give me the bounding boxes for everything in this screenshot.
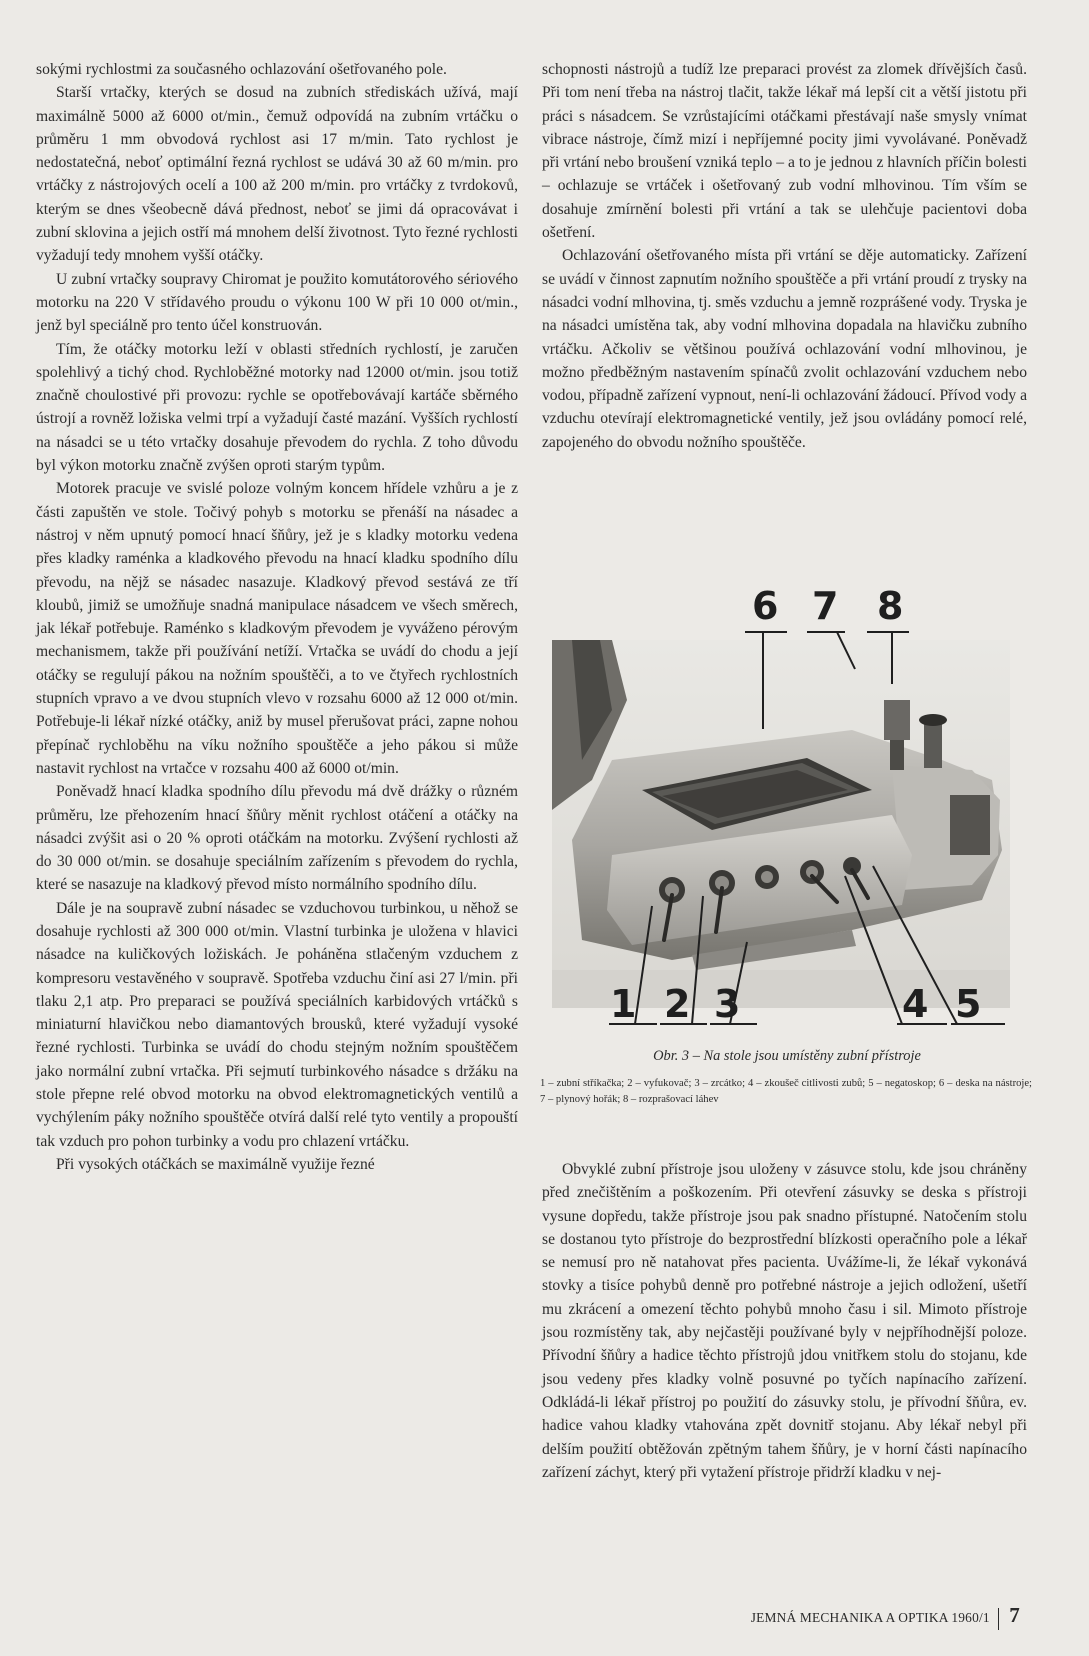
paragraph: Poněvadž hnací kladka spodního dílu převodu má dvě drážky o různém průměru, lze přehozením hnací šňůry měnit rychlost otáčení a otáčky na násadci zvýšit asi o 20 % oproti otáčkám na motorku. Zvýšení rychlosti až do 30 000 ot/min. se dosahuje speciálním zařízením s převodem do rychla, které se nasazuje na kladkový převod místo normálního spodního dílu. [36, 783, 518, 894]
paragraph: Obvyklé zubní přístroje jsou uloženy v zásuvce stolu, kde jsou chráněny před znečištěním a poškozením. Při otevření zásuvky se deska s přístroji vysune dopředu, takže přístroje jsou pak snadno přístupné. Natočením stolu se dostanou tyto přístroje do bezprostřední blízkosti operačního pole a lékař se nemusí pro ně natahovat přes pacienta. Uvážíme-li, že lékař vykonává stovky a tisíce pohybů denně pro potřebné nástroje a jejich odložení, ušetří mu zkrácení a omezení těchto pohybů mnoho času i sil. Mimoto přístroje jsou rozmístěny tak, aby nejčastěji používané byly v nejpříhodnější poloze. Přívodní šňůry a hadice těchto přístrojů jdou vnitřkem stolu do stojanu, kde jsou vedeny přes kladky volně posuvné po tyčích napínacího zařízení. Odkládá-li lékař přístroj po použití do zásuvky stolu, je přívodní šňůra, ev. hadice vahou kladky vtahována zpět dovnitř stojanu. Aby lékař nebyl při delším použití obtěžován zpětným tahem šňůry, je v horní části napínacího zařízení záchyt, který při vytažení přístroje přidrží kladku v nej- [542, 1161, 1027, 1481]
right-column-top [542, 58, 1027, 454]
label-2: 2 [664, 982, 691, 1026]
paragraph: schopnosti nástrojů a tudíž lze preparaci provést za zlomek dřívějších časů. Při tom není třeba na nástroj tlačit, takže lékař má lepší cit a větší jistotu při práci s násadcem. Se vzrůstajícími otáčkami přestávají naše smysly vnímat vibrace nástroje, čímž mizí i nepříjemné pocity jimi vyvolávané. Poněvadž při vrtání nebo broušení vzniká teplo – a to je jednou z hlavních příčin bolesti – ochlazuje se vrtáček i ošetřovaný zub vodní mlhovinou. Tím vším se dosahuje zmírnění bolesti při vrtání a tak se ulehčuje pacientovi doba ošetření. [542, 61, 1027, 242]
label-7: 7 [812, 584, 839, 628]
figure-caption: Obr. 3 – Na stole jsou umístěny zubní přístroje [653, 1048, 921, 1064]
label-3: 3 [714, 982, 741, 1026]
paragraph: Tím, že otáčky motorku leží v oblasti středních rychlostí, je zaručen spolehlivý a tichý chod. Rychloběžné motorky nad 12000 ot/min. jsou totiž značně choulostivé při provozu: rychle se opotřebovávají kartáče sběrného ústrojí a rovněž ložiska velmi trpí a vyžadují časté mazání. Vyšších rychlostí na násadci se u této vrtačky dosahuje převodem do rychla. Z toho důvodu byl výkon motorku značně zvýšen oproti starým typům. [36, 340, 518, 475]
label-6: 6 [752, 584, 779, 628]
figure-dental-table [547, 584, 1027, 1054]
label-5: 5 [955, 982, 982, 1026]
paragraph: Starší vrtačky, kterých se dosud na zubních střediskách užívá, mají maximálně 5000 až 6000 ot/min., čemuž odpovídá na zubním vrtáčku o průměru 1 mm obvodová rychlost asi 17 m/min. Tato rychlost je nedostatečná, neboť optimální řezná rychlost se udává 30 až 60 m/min. pro vrtáčky z nástrojových ocelí a 100 až 200 m/min. pro vrtáčky z tvrdokovů, kterým se dnes všeobecně dává přednost, neboť se jimi dá opracovávat i zubní sklovina a jejich ostří má mnohem delší životnost. Tyto řezné rychlosti vyžadují tedy mnohem vyšší otáčky. [36, 84, 518, 265]
footer-divider [998, 1608, 1000, 1630]
label-1: 1 [610, 982, 637, 1026]
left-column [36, 58, 518, 1176]
figure-legend: 1 – zubní stříkačka; 2 – vyfukovač; 3 – zrcátko; 4 – zkoušeč citlivosti zubů; 5 – negatoskop; 6 – deska na nástroje; 7 – plynový hořák; 8 – rozprašovací láhev [540, 1078, 1032, 1105]
paragraph: Dále je na soupravě zubní násadec se vzduchovou turbinkou, u něhož se dosahuje rychlosti až 300 000 ot/min. Vlastní turbinka je uložena v hlavici násadce na kuličkových ložiskách. Je poháněna stlačeným vzduchem z kompresoru vestavěného v soupravě. Spotřeba vzduchu činí asi 27 l/min. při tlaku 2,1 atp. Pro preparaci se používá speciálních karbidových vrtáčků s miniaturní hlavičkou nebo diamantových brousků, které vyžadují vysoké řezné rychlosti. Turbinka se uvádí do chodu stejným nožním spouštěčem jako normální zubní vrtačka. Při sejmutí turbinkového násadce s držáku na stole přepne relé obvod motorku na obvod elektromagnetických ventilů a vychýlením páky nožního spouštěče otvírá další relé tyto ventily a propouští tak vzduch pro pohon turbinky a vodu pro chlazení vrtáčku. [36, 899, 518, 1150]
label-8: 8 [877, 584, 904, 628]
figure-labels [547, 584, 1027, 1054]
label-leader-lines [547, 584, 1027, 1054]
page-number: 7 [1009, 1603, 1020, 1627]
paragraph: sokými rychlostmi za současného ochlazování ošetřovaného pole. [36, 61, 447, 78]
paragraph: U zubní vrtačky soupravy Chiromat je použito komutátorového sériového motorku na 220 V střídavého proudu o výkonu 100 W při 10 000 ot/min., jenž byl speciálně pro tento účel konstruován. [36, 270, 518, 335]
paragraph: Ochlazování ošetřovaného místa při vrtání se děje automaticky. Zařízení se uvádí v činnost zapnutím nožního spouštěče a při vrtání proudí z trysky na násadci vodní mlhovina, tj. směs vzduchu a jemně rozprášené vody. Tryska je na násadci umístěna tak, aby vodní mlhovina dopadala na hlavičku zubního vrtáčku. Ačkoliv se většinou používá ochlazování vodní mlhovinou, je možno předběžným nastavením spínačů zvolit ochlazování vzduchem nebo vodou, případně zařízení vypnout, není-li ochlazování žádoucí. Přívod vody a vzduchu otevírají elektromagnetické ventily, jež jsou ovládány pomocí relé, zapojeného do obvodu nožního spouštěče. [542, 247, 1027, 451]
label-4: 4 [902, 982, 929, 1026]
right-column-bottom [542, 1158, 1027, 1484]
journal-title: JEMNÁ MECHANIKA A OPTIKA 1960/1 [750, 1610, 990, 1625]
paragraph: Při vysokých otáčkách se maximálně využije řezné [56, 1155, 375, 1173]
paragraph: Motorek pracuje ve svislé poloze volným koncem hřídele vzhůru a je z části zapuštěn ve stole. Točivý pohyb s motorku se přenáší na násadec a nástroj v něm upnutý pomocí hnací šňůry, jež je s kladky motorku vedena přes kladky raménka a kladkového převodu na hnací kladku spodního dílu převodu, na nějž se násadec nasazuje. Kladkový převod sestává ze tří kloubů, jimiž se umožňuje snadná manipulace násadcem ve všech směrech, jak lékař potřebuje. Raménko s kladkovým převodem je vyváženo pérovým mechanismem, takže při používání netíží. Vrtačka se uvádí do chodu a její otáčky se regulují pákou na nožním spouštěči, a to ve čtyřech rychlostních stupních vpravo a ve dvou stupních vlevo v rozsahu 6000 až 12 000 ot/min. Potřebuje-li lékař nízké otáčky, aniž by musel přerušovat práci, zapne nohou přepínač rychloběhu na víku nožního spouštěče a jeho pákou si může nastavit rychlost na vrtačce v rozsahu 400 až 6000 ot/min. [36, 480, 518, 777]
page-footer [720, 1603, 1020, 1630]
